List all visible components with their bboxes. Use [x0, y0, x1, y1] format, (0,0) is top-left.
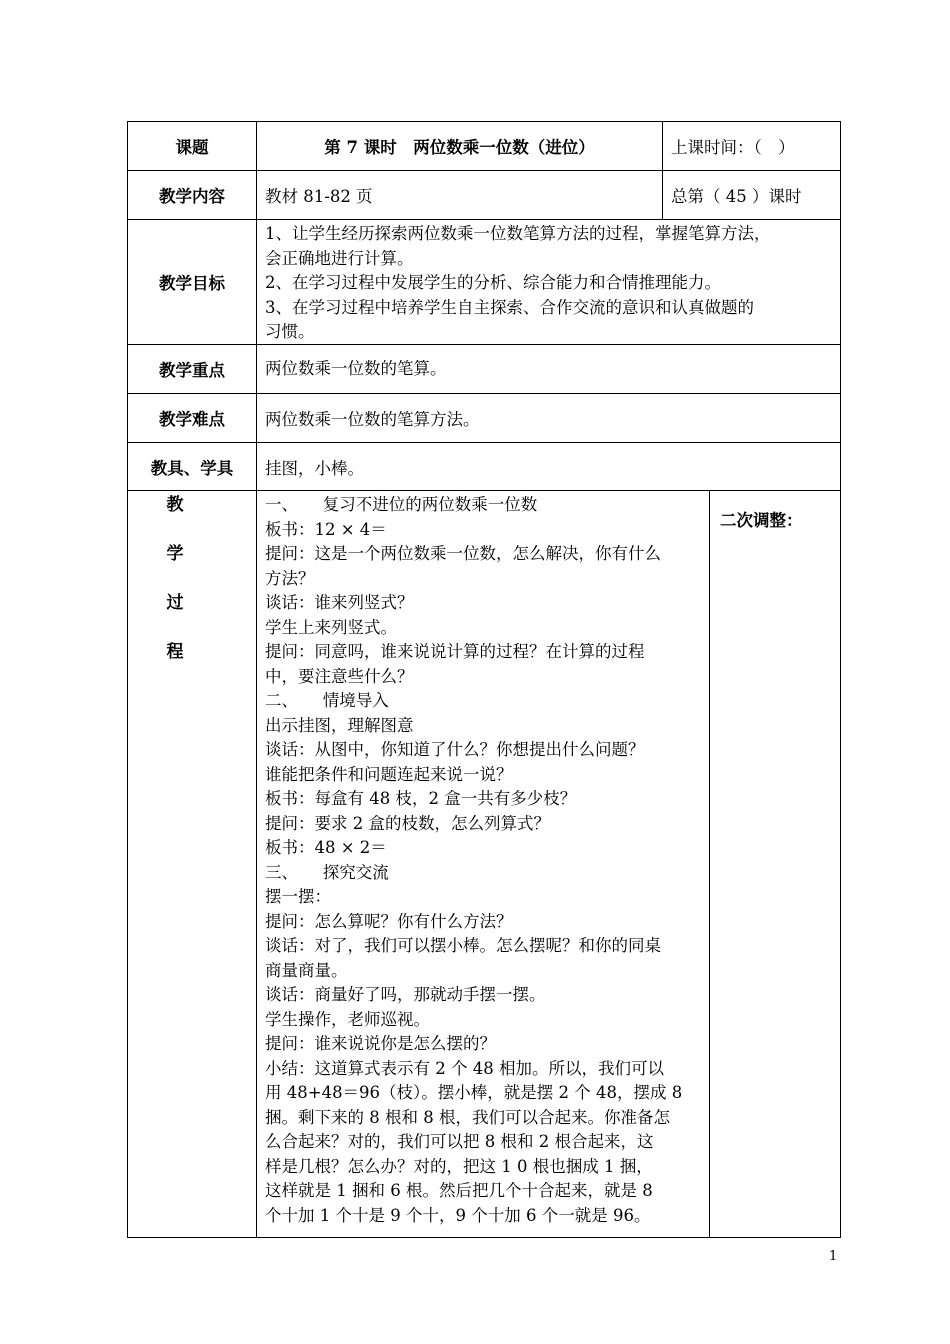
process-line: 这样就是 1 捆和 6 根。然后把几个十合起来，就是 8: [265, 1181, 653, 1200]
process-line: 提问：这是一个两位数乘一位数，怎么解决，你有什么: [265, 544, 661, 563]
process-line: 谈话：从图中，你知道了什么？你想提出什么问题？: [265, 740, 645, 759]
content-value: 教材 81-82 页: [257, 171, 663, 219]
process-line: 么合起来？对的，我们可以把 8 根和 2 根合起来，这: [265, 1132, 654, 1151]
process-label: [128, 491, 257, 1237]
goal-line: 1、让学生经历探索两位数乘一位数笔算方法的过程，掌握笔算方法，: [265, 224, 771, 243]
process-label-char: 学: [166, 544, 184, 564]
process-line: 学生上来列竖式。: [265, 617, 397, 637]
process-line: 谁能把条件和问题连起来说一说？: [265, 764, 513, 784]
class-time: 上课时间：（ ）: [671, 138, 795, 157]
process-line: 提问：谁来说说你是怎么摆的？: [265, 1034, 496, 1053]
process-line: 板书：每盒有 48 枝，2 盒一共有多少枝？: [265, 789, 577, 808]
difficulty-value: 两位数乘一位数的笔算方法。: [265, 410, 480, 429]
process-line: 一、 复习不进位的两位数乘一位数: [265, 495, 538, 514]
key-point-label: 教学重点: [128, 345, 257, 393]
topic-row: [127, 121, 841, 170]
process-line: 出示挂图，理解图意: [265, 715, 414, 735]
process-line: 学生操作，老师巡视。: [265, 1009, 430, 1029]
goal-line: 习惯。: [265, 322, 315, 341]
process-line: 中，要注意些什么？: [265, 666, 414, 686]
process-line: 谈话：谁来列竖式？: [265, 593, 414, 612]
process-text: [257, 491, 710, 1237]
process-line: 小结：这道算式表示有 2 个 48 相加。所以，我们可以: [265, 1058, 664, 1078]
goals-text: [257, 220, 840, 344]
goals-label: 教学目标: [128, 220, 257, 344]
key-point-row: [127, 344, 841, 393]
key-point-value: 两位数乘一位数的笔算。: [265, 359, 447, 378]
process-line: 提问：要求 2 盒的枝数，怎么列算式？: [265, 813, 550, 833]
page-number: 1: [829, 1249, 838, 1264]
process-line: 谈话：商量好了吗，那就动手摆一摆。: [265, 985, 546, 1004]
process-line: 板书：48 × 2＝: [265, 838, 387, 857]
lesson-title: 第 7 课时 两位数乘一位数（进位）: [257, 122, 663, 170]
tools-row: [127, 442, 841, 490]
process-line: 捆。剩下来的 8 根和 8 根，我们可以合起来。你准备怎: [265, 1107, 670, 1127]
process-line: 提问：同意吗，谁来说说计算的过程？在计算的过程: [265, 642, 645, 661]
process-line: 用 48+48＝96（枝）。摆小棒，就是摆 2 个 48，摆成 8: [265, 1083, 683, 1102]
topic-label: 课题: [128, 122, 257, 170]
process-line: 二、 情境导入: [265, 691, 389, 710]
goals-row: [127, 219, 841, 344]
goal-line: 2、在学习过程中发展学生的分析、综合能力和合情推理能力。: [265, 273, 721, 292]
difficulty-row: [127, 393, 841, 442]
process-line: 三、 探究交流: [265, 862, 389, 882]
second-adjustment-label: 二次调整：: [720, 511, 803, 530]
process-line: 摆一摆：: [265, 887, 331, 906]
total-lessons: 总第（ 45 ）课时: [671, 187, 802, 206]
difficulty-label: 教学难点: [128, 394, 257, 442]
process-label-char: 教: [166, 495, 184, 515]
process-line: 提问：怎么算呢？你有什么方法？: [265, 911, 513, 931]
tools-label: 教具、学具: [128, 443, 257, 490]
goal-line: 3、在学习过程中培养学生自主探索、合作交流的意识和认真做题的: [265, 297, 754, 317]
goal-line: 会正确地进行计算。: [265, 248, 414, 268]
process-line: 板书：12 × 4＝: [265, 519, 387, 539]
process-label-char: 过: [166, 593, 184, 613]
process-label-char: 程: [166, 642, 184, 662]
content-row: [127, 170, 841, 219]
process-line: 个十加 1 个十是 9 个十，9 个十加 6 个一就是 96。: [265, 1205, 651, 1225]
process-line: 商量商量。: [265, 960, 348, 980]
process-line: 谈话：对了，我们可以摆小棒。怎么摆呢？和你的同桌: [265, 936, 661, 955]
process-row: [127, 490, 841, 1238]
tools-value: 挂图，小棒。: [265, 458, 364, 478]
content-label: 教学内容: [128, 171, 257, 219]
process-line: 样是几根？怎么办？对的，把这 1 0 根也捆成 1 捆，: [265, 1156, 653, 1176]
lesson-plan-table: [127, 121, 841, 1238]
process-line: 方法？: [265, 568, 315, 588]
